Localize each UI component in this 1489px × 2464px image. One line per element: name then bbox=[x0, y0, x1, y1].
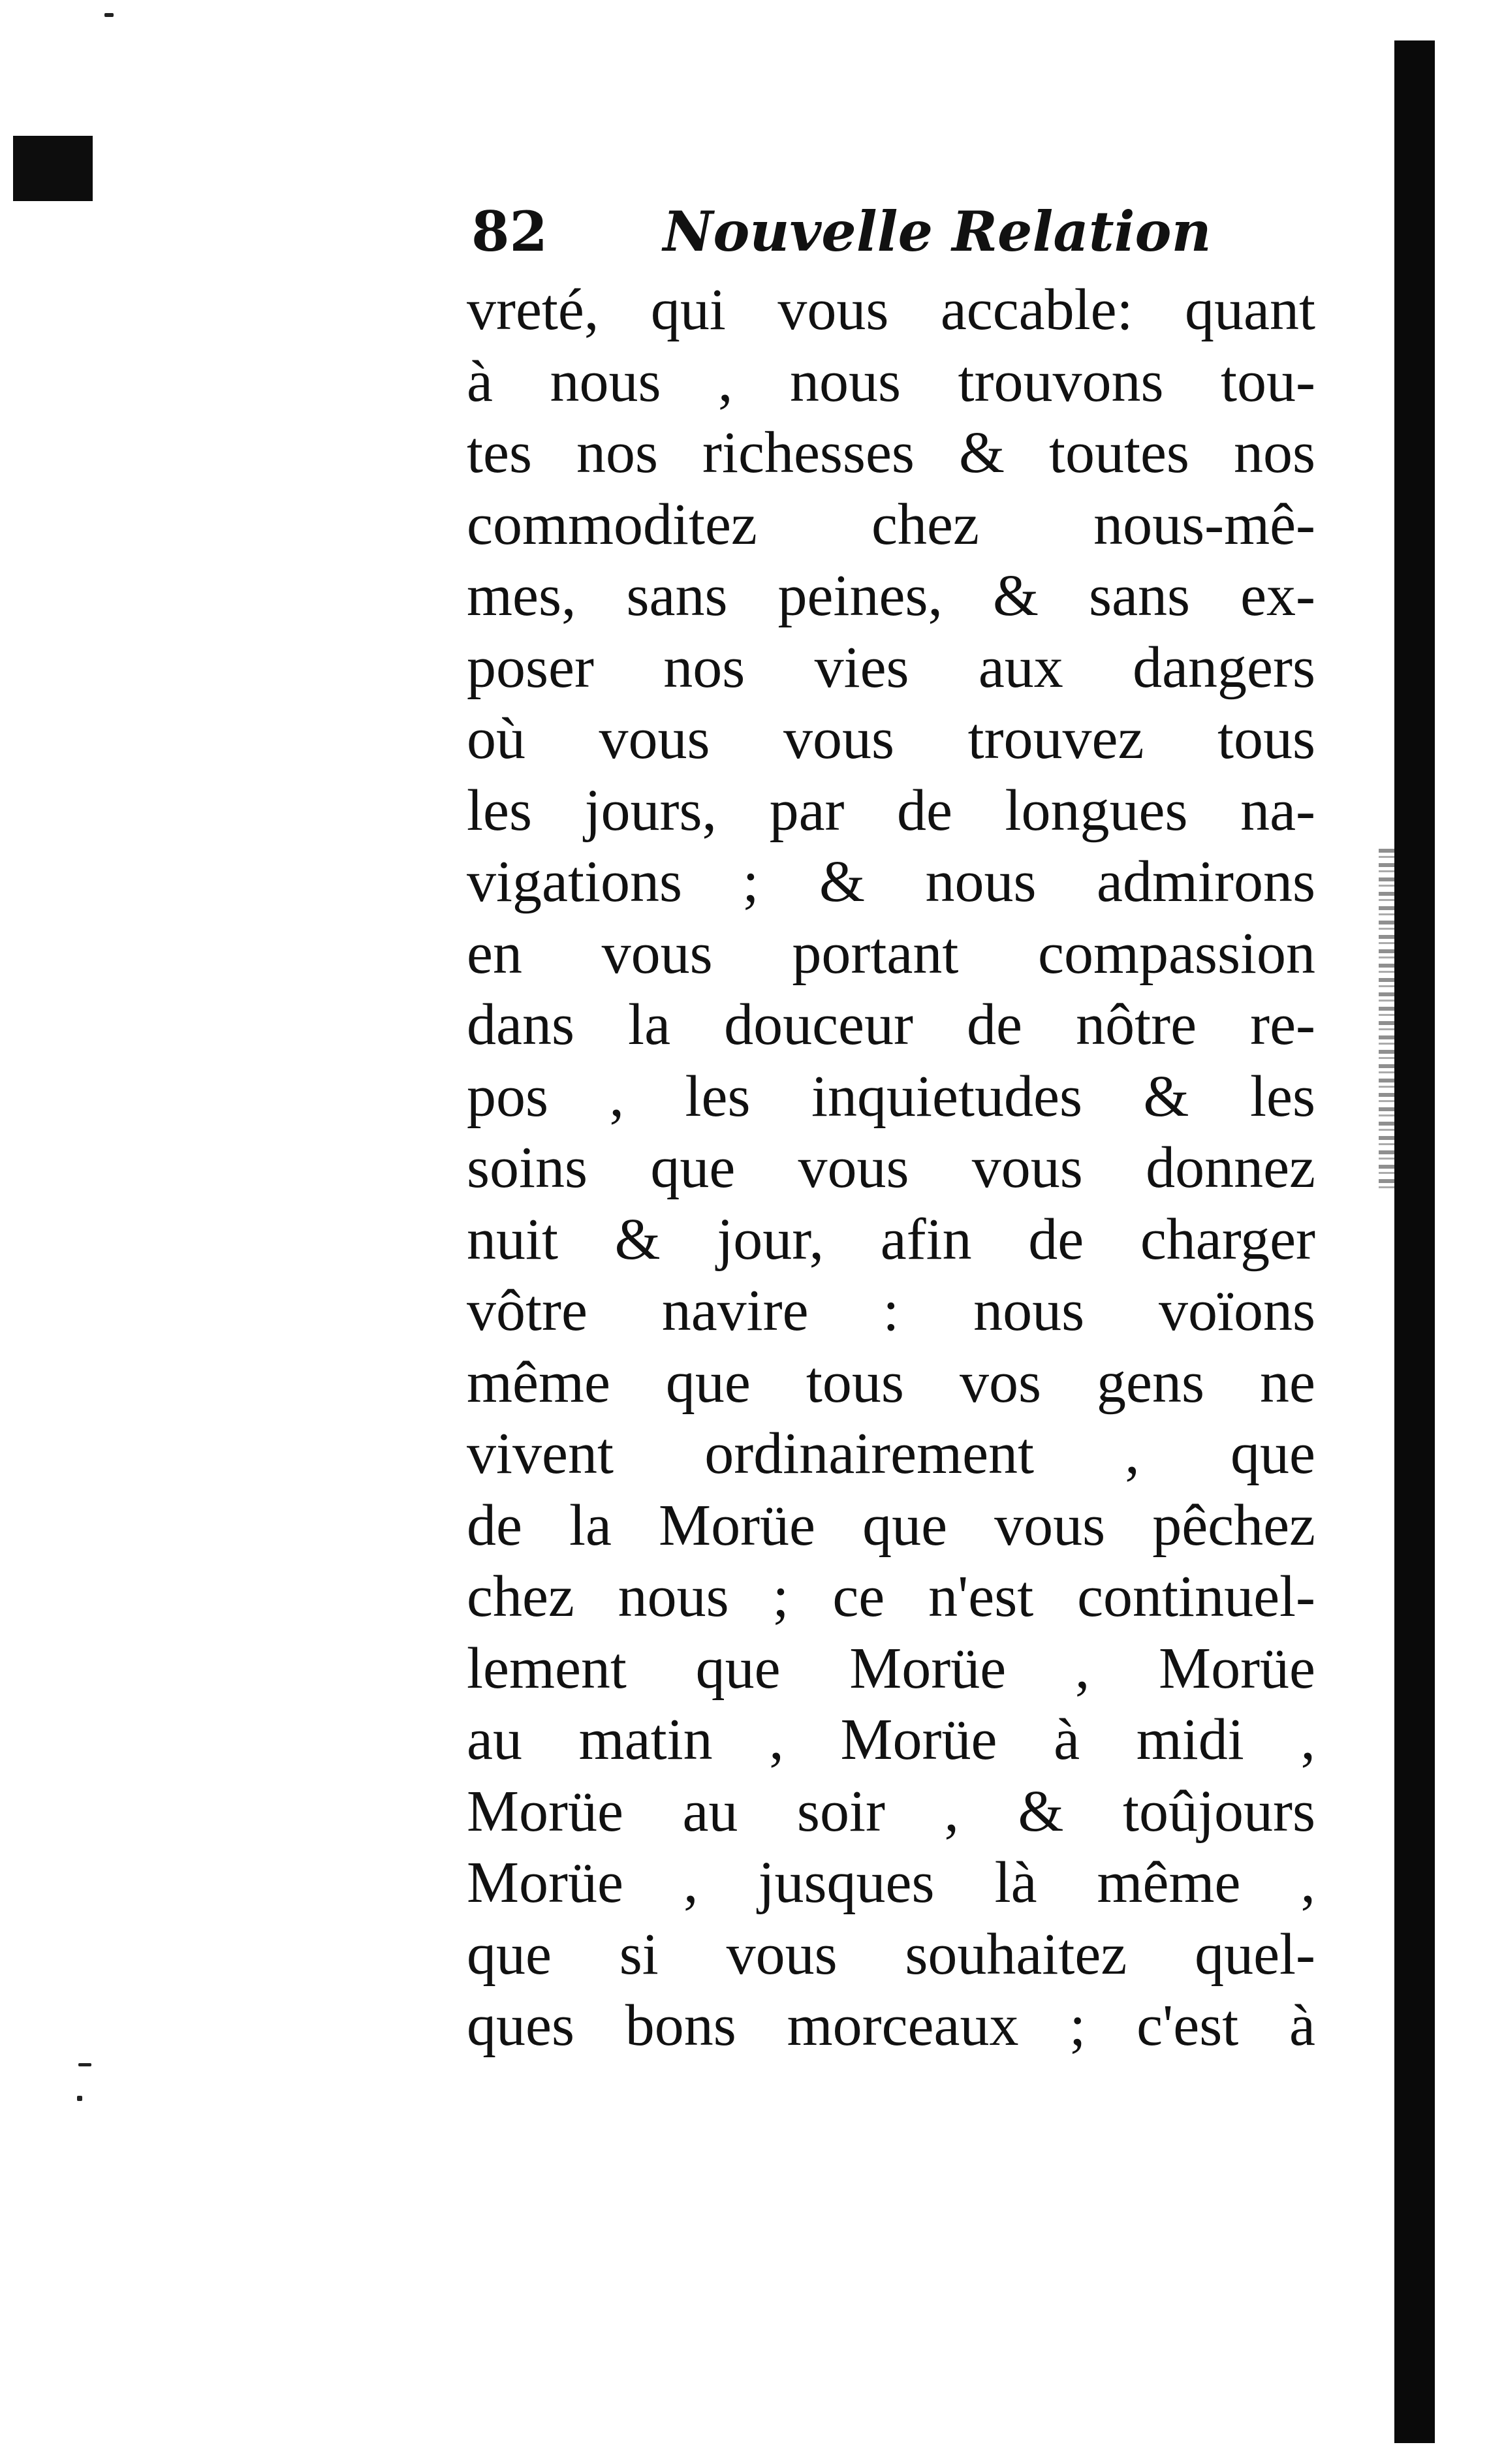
text-line: dans la douceur de nôtre re- bbox=[467, 992, 1315, 1057]
page-number: 82 bbox=[471, 199, 548, 264]
text-line: Morüe au soir , & toûjours bbox=[467, 1778, 1315, 1844]
running-head-title: Nouvelle Relation bbox=[663, 199, 1212, 264]
text-line: tes nos richesses & toutes nos bbox=[467, 420, 1315, 485]
text-line: commoditez chez nous-mê- bbox=[467, 492, 1315, 557]
text-line: même que tous vos gens ne bbox=[467, 1350, 1315, 1415]
text-line: au matin , Morüe à midi , bbox=[467, 1707, 1315, 1772]
text-line: vivent ordinairement , que bbox=[467, 1421, 1315, 1486]
text-line: à nous , nous trouvons tou- bbox=[467, 349, 1315, 414]
text-line: de la Morüe que vous pêchez bbox=[467, 1493, 1315, 1558]
text-line: Morüe , jusques là même , bbox=[467, 1850, 1315, 1915]
binding-shadow-bar bbox=[1394, 40, 1435, 2443]
scan-speck bbox=[78, 2063, 91, 2066]
text-line: vreté, qui vous accable: quant bbox=[467, 277, 1315, 342]
text-line: nuit & jour, afin de charger bbox=[467, 1207, 1315, 1272]
text-line: soins que vous vous donnez bbox=[467, 1135, 1315, 1200]
running-head bbox=[471, 196, 1320, 268]
text-line: lement que Morüe , Morüe bbox=[467, 1635, 1315, 1701]
text-line: pos , les inquietudes & les bbox=[467, 1064, 1315, 1129]
text-line: les jours, par de longues na- bbox=[467, 778, 1315, 843]
text-line: mes, sans peines, & sans ex- bbox=[467, 563, 1315, 628]
scan-speck bbox=[77, 2096, 82, 2101]
scan-speck bbox=[104, 13, 114, 17]
scan-corner-mark bbox=[13, 136, 93, 201]
text-line: chez nous ; ce n'est continuel- bbox=[467, 1564, 1315, 1629]
text-line: vigations ; & nous admirons bbox=[467, 849, 1315, 914]
text-line: que si vous souhaitez quel- bbox=[467, 1921, 1315, 1987]
text-line: en vous portant compassion bbox=[467, 921, 1315, 986]
text-line: vôtre navire : nous voïons bbox=[467, 1278, 1315, 1343]
text-line: où vous vous trouvez tous bbox=[467, 706, 1315, 771]
text-line: ques bons morceaux ; c'est à bbox=[467, 1993, 1315, 2058]
text-line: poser nos vies aux dangers bbox=[467, 635, 1315, 700]
body-text bbox=[467, 274, 1315, 2062]
